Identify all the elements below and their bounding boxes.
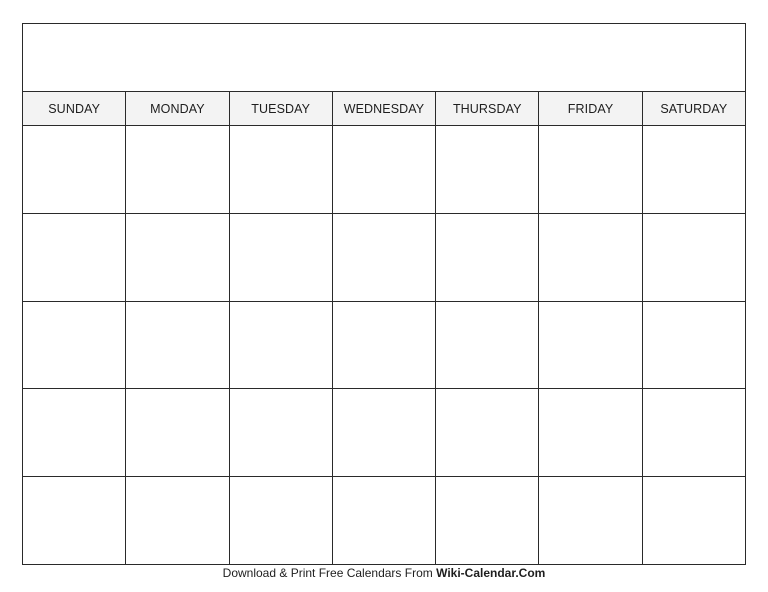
month-title-box [23, 24, 745, 92]
day-cell[interactable] [23, 302, 126, 389]
weekday-saturday: SATURDAY [660, 101, 728, 116]
day-cell[interactable] [436, 302, 539, 389]
footer-text: Download & Print Free Calendars From [222, 566, 433, 580]
calendar-sheet [22, 23, 746, 565]
day-cell[interactable] [23, 214, 126, 301]
week-row [23, 477, 745, 564]
weekday-monday: MONDAY [126, 92, 229, 125]
day-cell[interactable] [126, 389, 229, 476]
day-cell[interactable] [539, 477, 642, 564]
day-cell[interactable] [230, 389, 333, 476]
day-cell[interactable] [333, 302, 436, 389]
day-cell[interactable] [23, 126, 126, 213]
day-cell[interactable] [643, 126, 745, 213]
day-cell[interactable] [539, 302, 642, 389]
footer-credit [0, 566, 768, 580]
week-row [23, 126, 745, 214]
week-row [23, 214, 745, 302]
day-cell[interactable] [23, 477, 126, 564]
day-grid [23, 126, 745, 564]
weekday-wednesday: WEDNESDAY [333, 92, 436, 125]
day-cell[interactable] [230, 477, 333, 564]
day-cell[interactable] [643, 302, 745, 389]
day-cell[interactable] [539, 126, 642, 213]
weekday-thursday: THURSDAY [436, 92, 539, 125]
day-cell[interactable] [230, 126, 333, 213]
week-row [23, 302, 745, 390]
day-cell[interactable] [436, 214, 539, 301]
day-cell[interactable] [126, 214, 229, 301]
day-cell[interactable] [333, 389, 436, 476]
day-cell[interactable] [643, 389, 745, 476]
footer-brand-link[interactable]: Wiki-Calendar.Com [436, 566, 546, 580]
day-cell[interactable] [539, 389, 642, 476]
day-cell[interactable] [126, 126, 229, 213]
day-cell[interactable] [436, 389, 539, 476]
day-cell[interactable] [539, 214, 642, 301]
day-cell[interactable] [230, 214, 333, 301]
day-cell[interactable] [230, 302, 333, 389]
day-cell[interactable] [436, 477, 539, 564]
day-cell[interactable] [333, 477, 436, 564]
day-cell[interactable] [126, 302, 229, 389]
day-cell[interactable] [643, 477, 745, 564]
day-cell[interactable] [643, 214, 745, 301]
week-row [23, 389, 745, 477]
day-cell[interactable] [23, 389, 126, 476]
day-cell[interactable] [436, 126, 539, 213]
day-cell[interactable] [333, 126, 436, 213]
day-cell[interactable] [126, 477, 229, 564]
day-cell[interactable] [333, 214, 436, 301]
weekday-friday: FRIDAY [539, 92, 642, 125]
weekday-header-row [23, 92, 745, 126]
weekday-sunday: SUNDAY [23, 92, 126, 125]
weekday-tuesday: TUESDAY [230, 92, 333, 125]
